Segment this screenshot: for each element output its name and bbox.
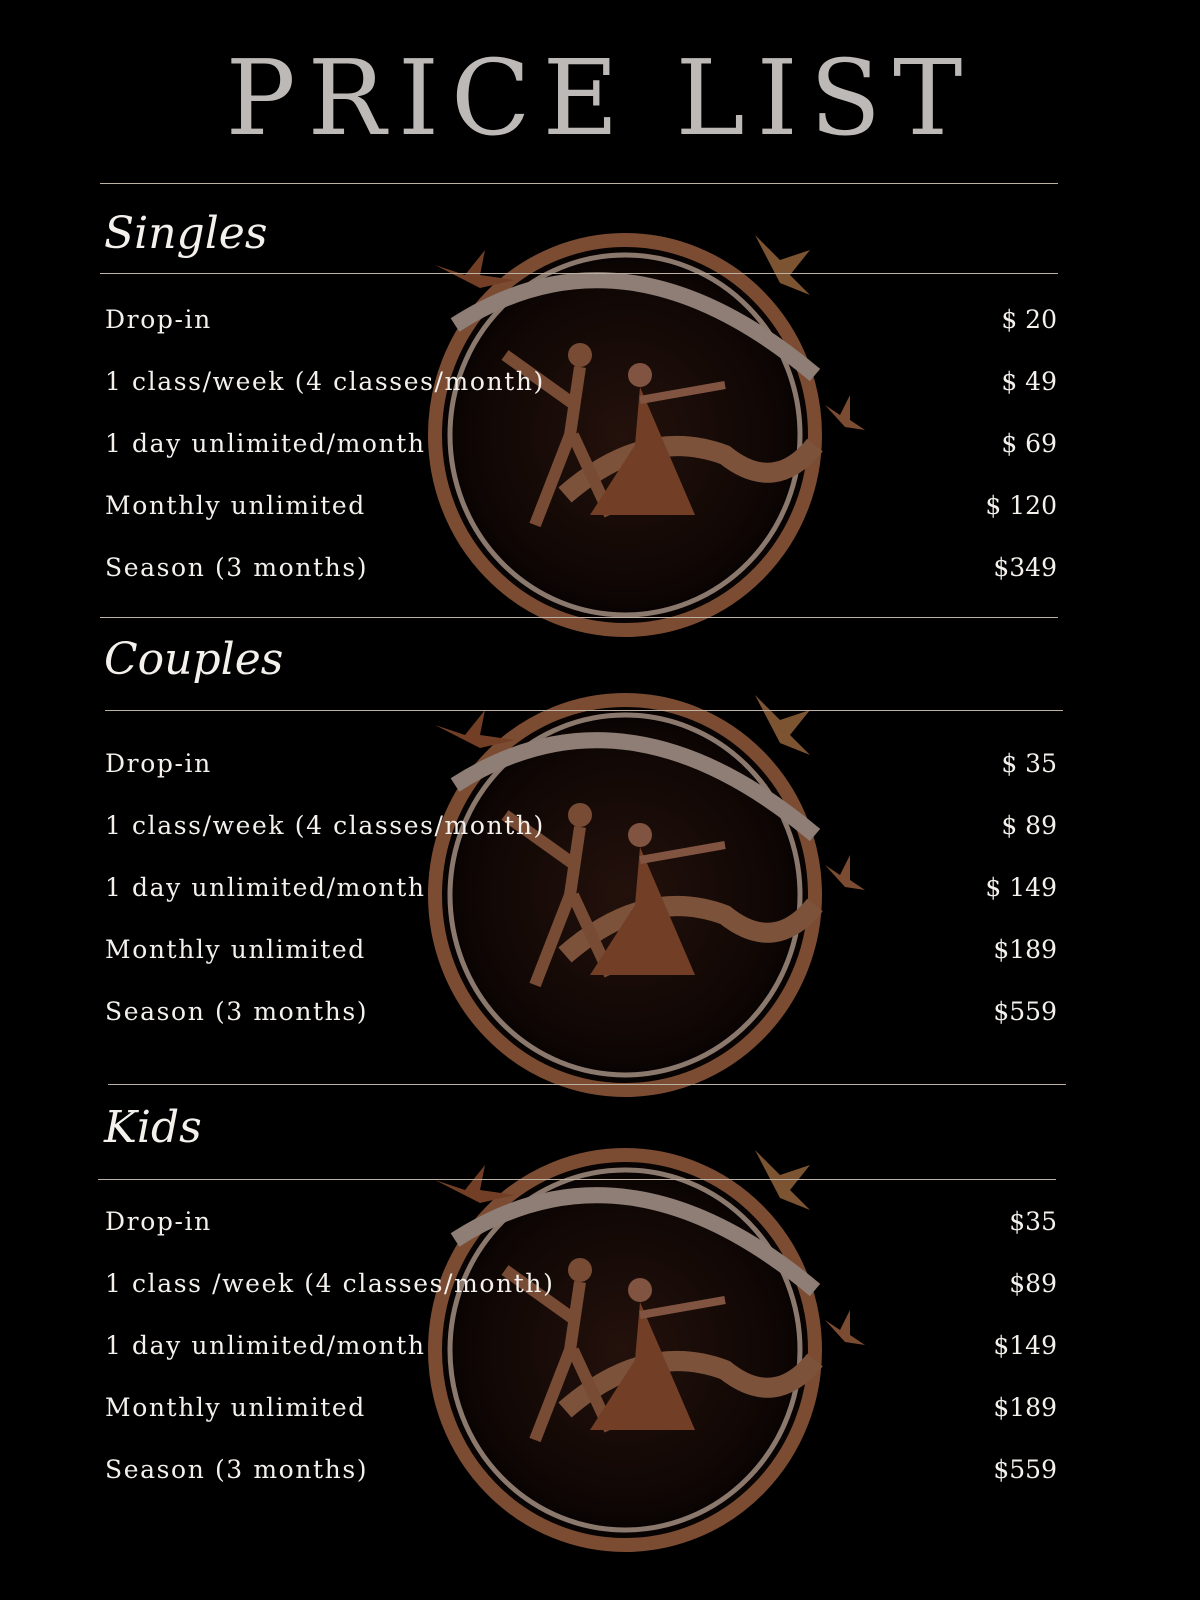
- divider: [100, 617, 1058, 618]
- row-price: $559: [993, 997, 1057, 1026]
- divider: [100, 183, 1058, 184]
- section-title-singles: Singles: [104, 208, 268, 259]
- row-price: $559: [993, 1455, 1057, 1484]
- price-row: [105, 930, 1057, 970]
- row-label: 1 class /week (4 classes/month): [105, 1269, 555, 1298]
- row-price: $35: [1009, 1207, 1057, 1236]
- row-label: Season (3 months): [105, 1455, 369, 1484]
- row-label: 1 day unlimited/month: [105, 1331, 426, 1360]
- row-label: Season (3 months): [105, 997, 369, 1026]
- row-price: $ 20: [1001, 305, 1057, 334]
- row-price: $ 120: [985, 491, 1057, 520]
- price-row: [105, 992, 1057, 1032]
- divider: [108, 1084, 1066, 1085]
- price-row: [105, 1264, 1057, 1304]
- price-row: [105, 486, 1057, 526]
- section-title-couples: Couples: [104, 634, 284, 685]
- price-row: [105, 868, 1057, 908]
- divider: [100, 273, 1058, 274]
- price-row: [105, 548, 1057, 588]
- row-price: $ 149: [985, 873, 1057, 902]
- row-price: $ 89: [1001, 811, 1057, 840]
- section-title-kids: Kids: [104, 1102, 202, 1153]
- price-row: [105, 1326, 1057, 1366]
- row-label: 1 day unlimited/month: [105, 873, 426, 902]
- row-label: Drop-in: [105, 749, 212, 778]
- divider: [105, 710, 1063, 711]
- row-label: Season (3 months): [105, 553, 369, 582]
- price-row: [105, 806, 1057, 846]
- price-row: [105, 424, 1057, 464]
- row-label: Drop-in: [105, 305, 212, 334]
- price-row: [105, 362, 1057, 402]
- price-row: [105, 1388, 1057, 1428]
- price-row: [105, 744, 1057, 784]
- row-price: $189: [993, 1393, 1057, 1422]
- row-price: $ 69: [1001, 429, 1057, 458]
- row-label: 1 day unlimited/month: [105, 429, 426, 458]
- divider: [98, 1179, 1056, 1180]
- row-price: $89: [1009, 1269, 1057, 1298]
- row-price: $349: [993, 553, 1057, 582]
- page-title: PRICE LIST: [225, 37, 975, 159]
- price-row: [105, 1202, 1057, 1242]
- row-price: $189: [993, 935, 1057, 964]
- row-price: $ 35: [1001, 749, 1057, 778]
- row-label: Monthly unlimited: [105, 935, 366, 964]
- row-label: 1 class/week (4 classes/month): [105, 811, 545, 840]
- price-row: [105, 300, 1057, 340]
- row-label: 1 class/week (4 classes/month): [105, 367, 545, 396]
- row-label: Monthly unlimited: [105, 1393, 366, 1422]
- price-row: [105, 1450, 1057, 1490]
- row-label: Drop-in: [105, 1207, 212, 1236]
- row-price: $149: [993, 1331, 1057, 1360]
- row-price: $ 49: [1001, 367, 1057, 396]
- row-label: Monthly unlimited: [105, 491, 366, 520]
